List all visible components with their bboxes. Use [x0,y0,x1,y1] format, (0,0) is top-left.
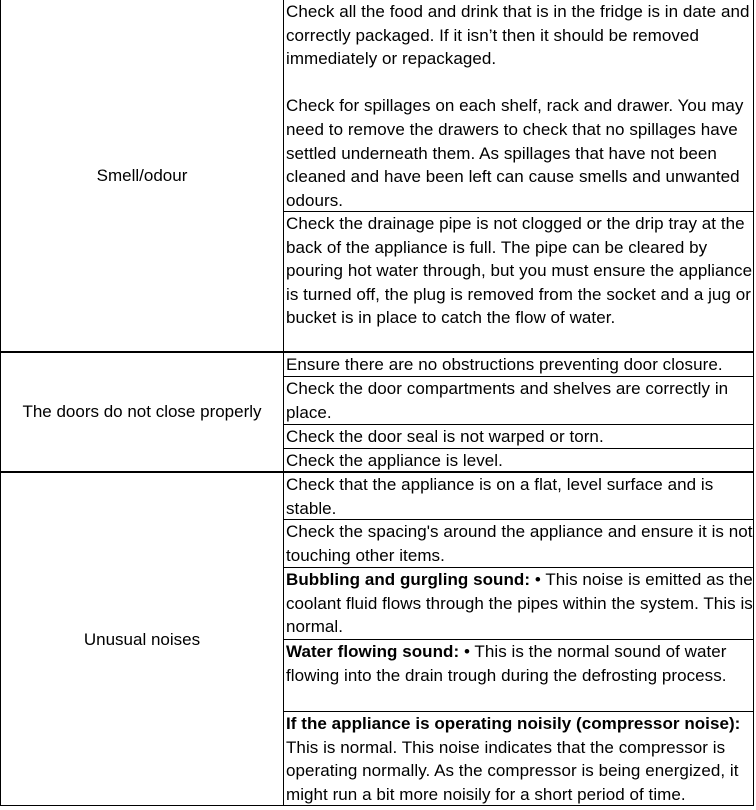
remedy-text [286,568,753,639]
category-cell [0,353,284,471]
category-label: The doors do not close properly [22,402,262,422]
remedy-text: Check all the food and drink that is in the fridge is in date and correctly packaged. If it isn’t then it should be removed immediately or repackaged. [286,2,750,69]
remedy-text: Check the spacing's around the appliance and ensure it is not touching other items. [286,522,753,565]
remedy-text: Check the drainage pipe is not clogged or the drip tray at the back of the appliance is full. The pipe can be cleared by pouring hot water through, but you must ensure the appliance is turned off, the plug is removed from the socket and a jug or bucket is in place to catch the flow of water. [286,214,753,328]
remedy-text: Check the appliance is level. [286,451,503,470]
remedy-text: Check the door compartments and shelves are correctly in place. [286,379,729,422]
remedy-cell [285,568,753,639]
remedy-heading: If the appliance is operating noisily (compressor noise): [286,714,741,733]
remedy-body: • This is the normal sound of water flowing into the drain trough during the defrosting process. [286,642,727,685]
category-cell [0,0,284,351]
category-cell [0,473,284,806]
category-label: Unusual noises [83,629,201,649]
remedy-cell [285,640,753,711]
remedy-text: Check the door seal is not warped or torn. [286,427,604,446]
remedy-cell [285,449,753,471]
remedy-body: This is normal. This noise indicates that the compressor is operating normally. As the compressor is being energized, it might run a bit more noisily for a short period of time. [286,737,739,804]
remedy-cell [285,212,753,351]
remedy-cell [285,0,753,211]
remedy-cell [285,520,753,567]
remedy-text [286,712,753,806]
remedy-cell [285,712,753,805]
remedy-cell [285,377,753,424]
remedy-cell [285,473,753,519]
remedy-body: • This noise is emitted as the coolant fluid flows through the pipes within the system. This is normal. [286,570,753,637]
table-right-border [753,0,754,806]
remedy-heading: Water flowing sound: [286,642,460,661]
remedy-text [286,640,753,687]
remedy-text: Check that the appliance is on a flat, level surface and is stable. [286,475,714,518]
remedy-cell [285,425,753,448]
remedy-heading: Bubbling and gurgling sound: [286,570,531,589]
remedy-text: Ensure there are no obstructions preventing door closure. [286,355,723,374]
remedy-text: Check for spillages on each shelf, rack and drawer. You may need to remove the drawers to check that no spillages have settled underneath them. As spillages that have not been cleaned and have been left can cause smells and unwanted odours. [286,96,744,210]
category-label: Smell/odour [96,165,188,185]
remedy-cell [285,353,753,376]
